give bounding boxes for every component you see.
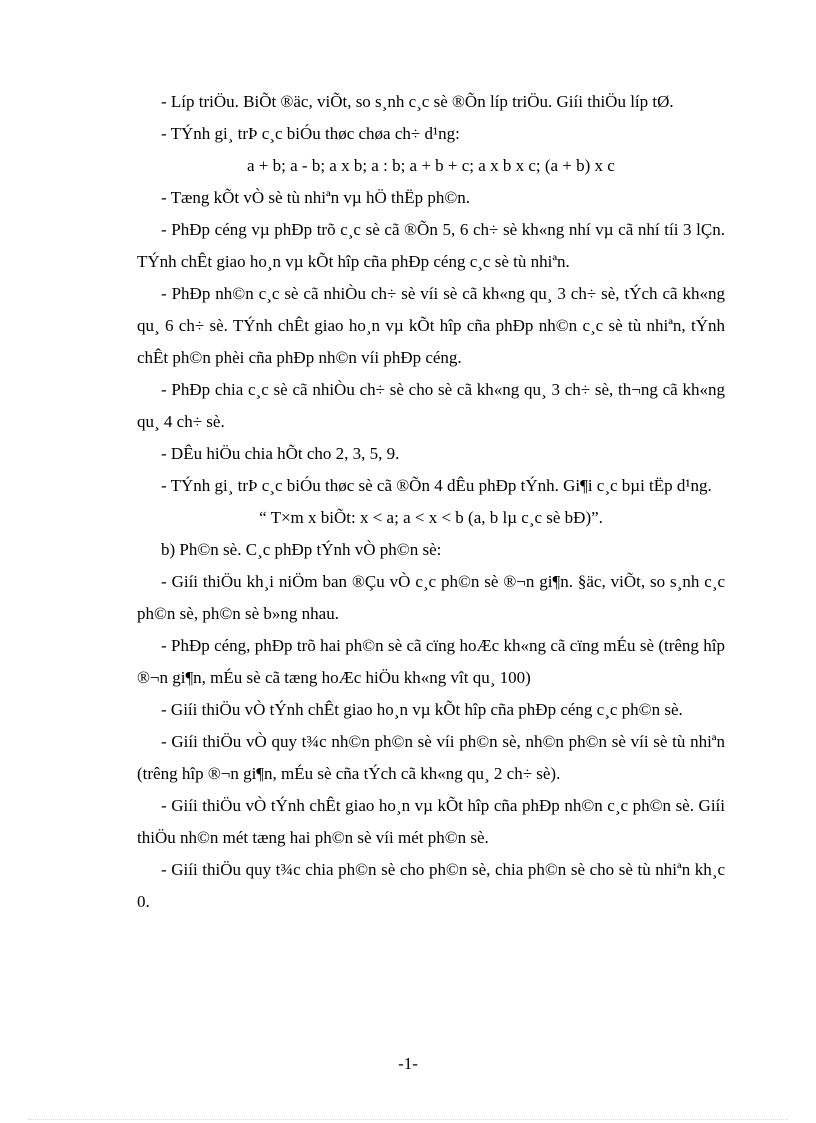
paragraph: - Líp triÖu. BiÕt ®äc, viÕt, so s¸nh c¸c sè ®Õn líp triÖu. Giíi thiÖu líp tØ. (161, 92, 674, 111)
paragraph: - Giíi thiÖu vÒ quy t¾c nh©n ph©n sè víi ph©n sè, nh©n ph©n sè víi sè tù nhiªn (trêng hîp ®¬n gi¶n, mÉu sè cña tÝch cã kh«ng qu¸ 2 ch÷ sè). (137, 732, 725, 783)
paragraph: - PhÐp céng, phÐp trõ hai ph©n sè cã cïng hoÆc kh«ng cã cïng mÉu sè (trêng hîp ®¬n gi¶n, mÉu sè cã tæng hoÆc hiÖu kh«ng vît qu¸ 100) (137, 636, 725, 687)
paragraph: - Giíi thiÖu kh¸i niÖm ban ®Çu vÒ c¸c ph©n sè ®¬n gi¶n. §äc, viÕt, so s¸nh c¸c ph©n sè, ph©n sè b»ng nhau. (137, 572, 725, 623)
paragraph: - DÊu hiÖu chia hÕt cho 2, 3, 5, 9. (161, 444, 400, 463)
paragraph: - Giíi thiÖu vÒ tÝnh chÊt giao ho¸n vµ kÕt hîp cña phÐp nh©n c¸c ph©n sè. Giíi thiÖu nh©n mét tæng hai ph©n sè víi mét ph©n sè. (137, 796, 725, 847)
paragraph: - TÝnh gi¸ trÞ c¸c biÓu thøc sè cã ®Õn 4 dÊu phÐp tÝnh. Gi¶i c¸c bµi tËp d¹ng. (161, 476, 712, 495)
body-text (137, 86, 725, 918)
page-border-dotted (28, 1119, 788, 1120)
paragraph: - PhÐp nh©n c¸c sè cã nhiÒu ch÷ sè víi sè cã kh«ng qu¸ 3 ch÷ sè, tÝch cã kh«ng qu¸ 6 ch÷ sè. TÝnh chÊt giao ho¸n vµ kÕt hîp cña phÐp nh©n c¸c sè tù nhiªn, tÝnh chÊt ph©n phèi cña phÐp nh©n víi phÐp céng. (137, 284, 725, 367)
paragraph: - Giíi thiÖu vÒ tÝnh chÊt giao ho¸n vµ kÕt hîp cña phÐp céng c¸c ph©n sè. (161, 700, 683, 719)
page-number: -1- (398, 1054, 418, 1073)
quote-line: “ T×m x biÕt: x < a; a < x < b (a, b lµ c¸c sè bÐ)”. (259, 508, 603, 527)
paragraph: - PhÐp céng vµ phÐp trõ c¸c sè cã ®Õn 5, 6 ch÷ sè kh«ng nhí vµ cã nhí tíi 3 lÇn. TÝnh chÊt giao ho¸n vµ kÕt hîp cña phÐp céng c¸c sè tù nhiªn. (137, 220, 725, 271)
paragraph: - TÝnh gi¸ trÞ c¸c biÓu thøc chøa ch÷ d¹ng: (161, 124, 460, 143)
section-heading: b) Ph©n sè. C¸c phÐp tÝnh vÒ ph©n sè: (161, 540, 442, 559)
formula-line: a + b; a - b; a x b; a : b; a + b + c; a x b x c; (a + b) x c (247, 156, 615, 175)
paragraph: - Tæng kÕt vÒ sè tù nhiªn vµ hÖ thËp ph©n. (161, 188, 470, 207)
paragraph: - Giíi thiÖu quy t¾c chia ph©n sè cho ph©n sè, chia ph©n sè cho sè tù nhiªn kh¸c 0. (137, 860, 725, 911)
paragraph: - PhÐp chia c¸c sè cã nhiÒu ch÷ sè cho sè cã kh«ng qu¸ 3 ch÷ sè, th¬ng cã kh«ng qu¸ 4 ch÷ sè. (137, 380, 725, 431)
